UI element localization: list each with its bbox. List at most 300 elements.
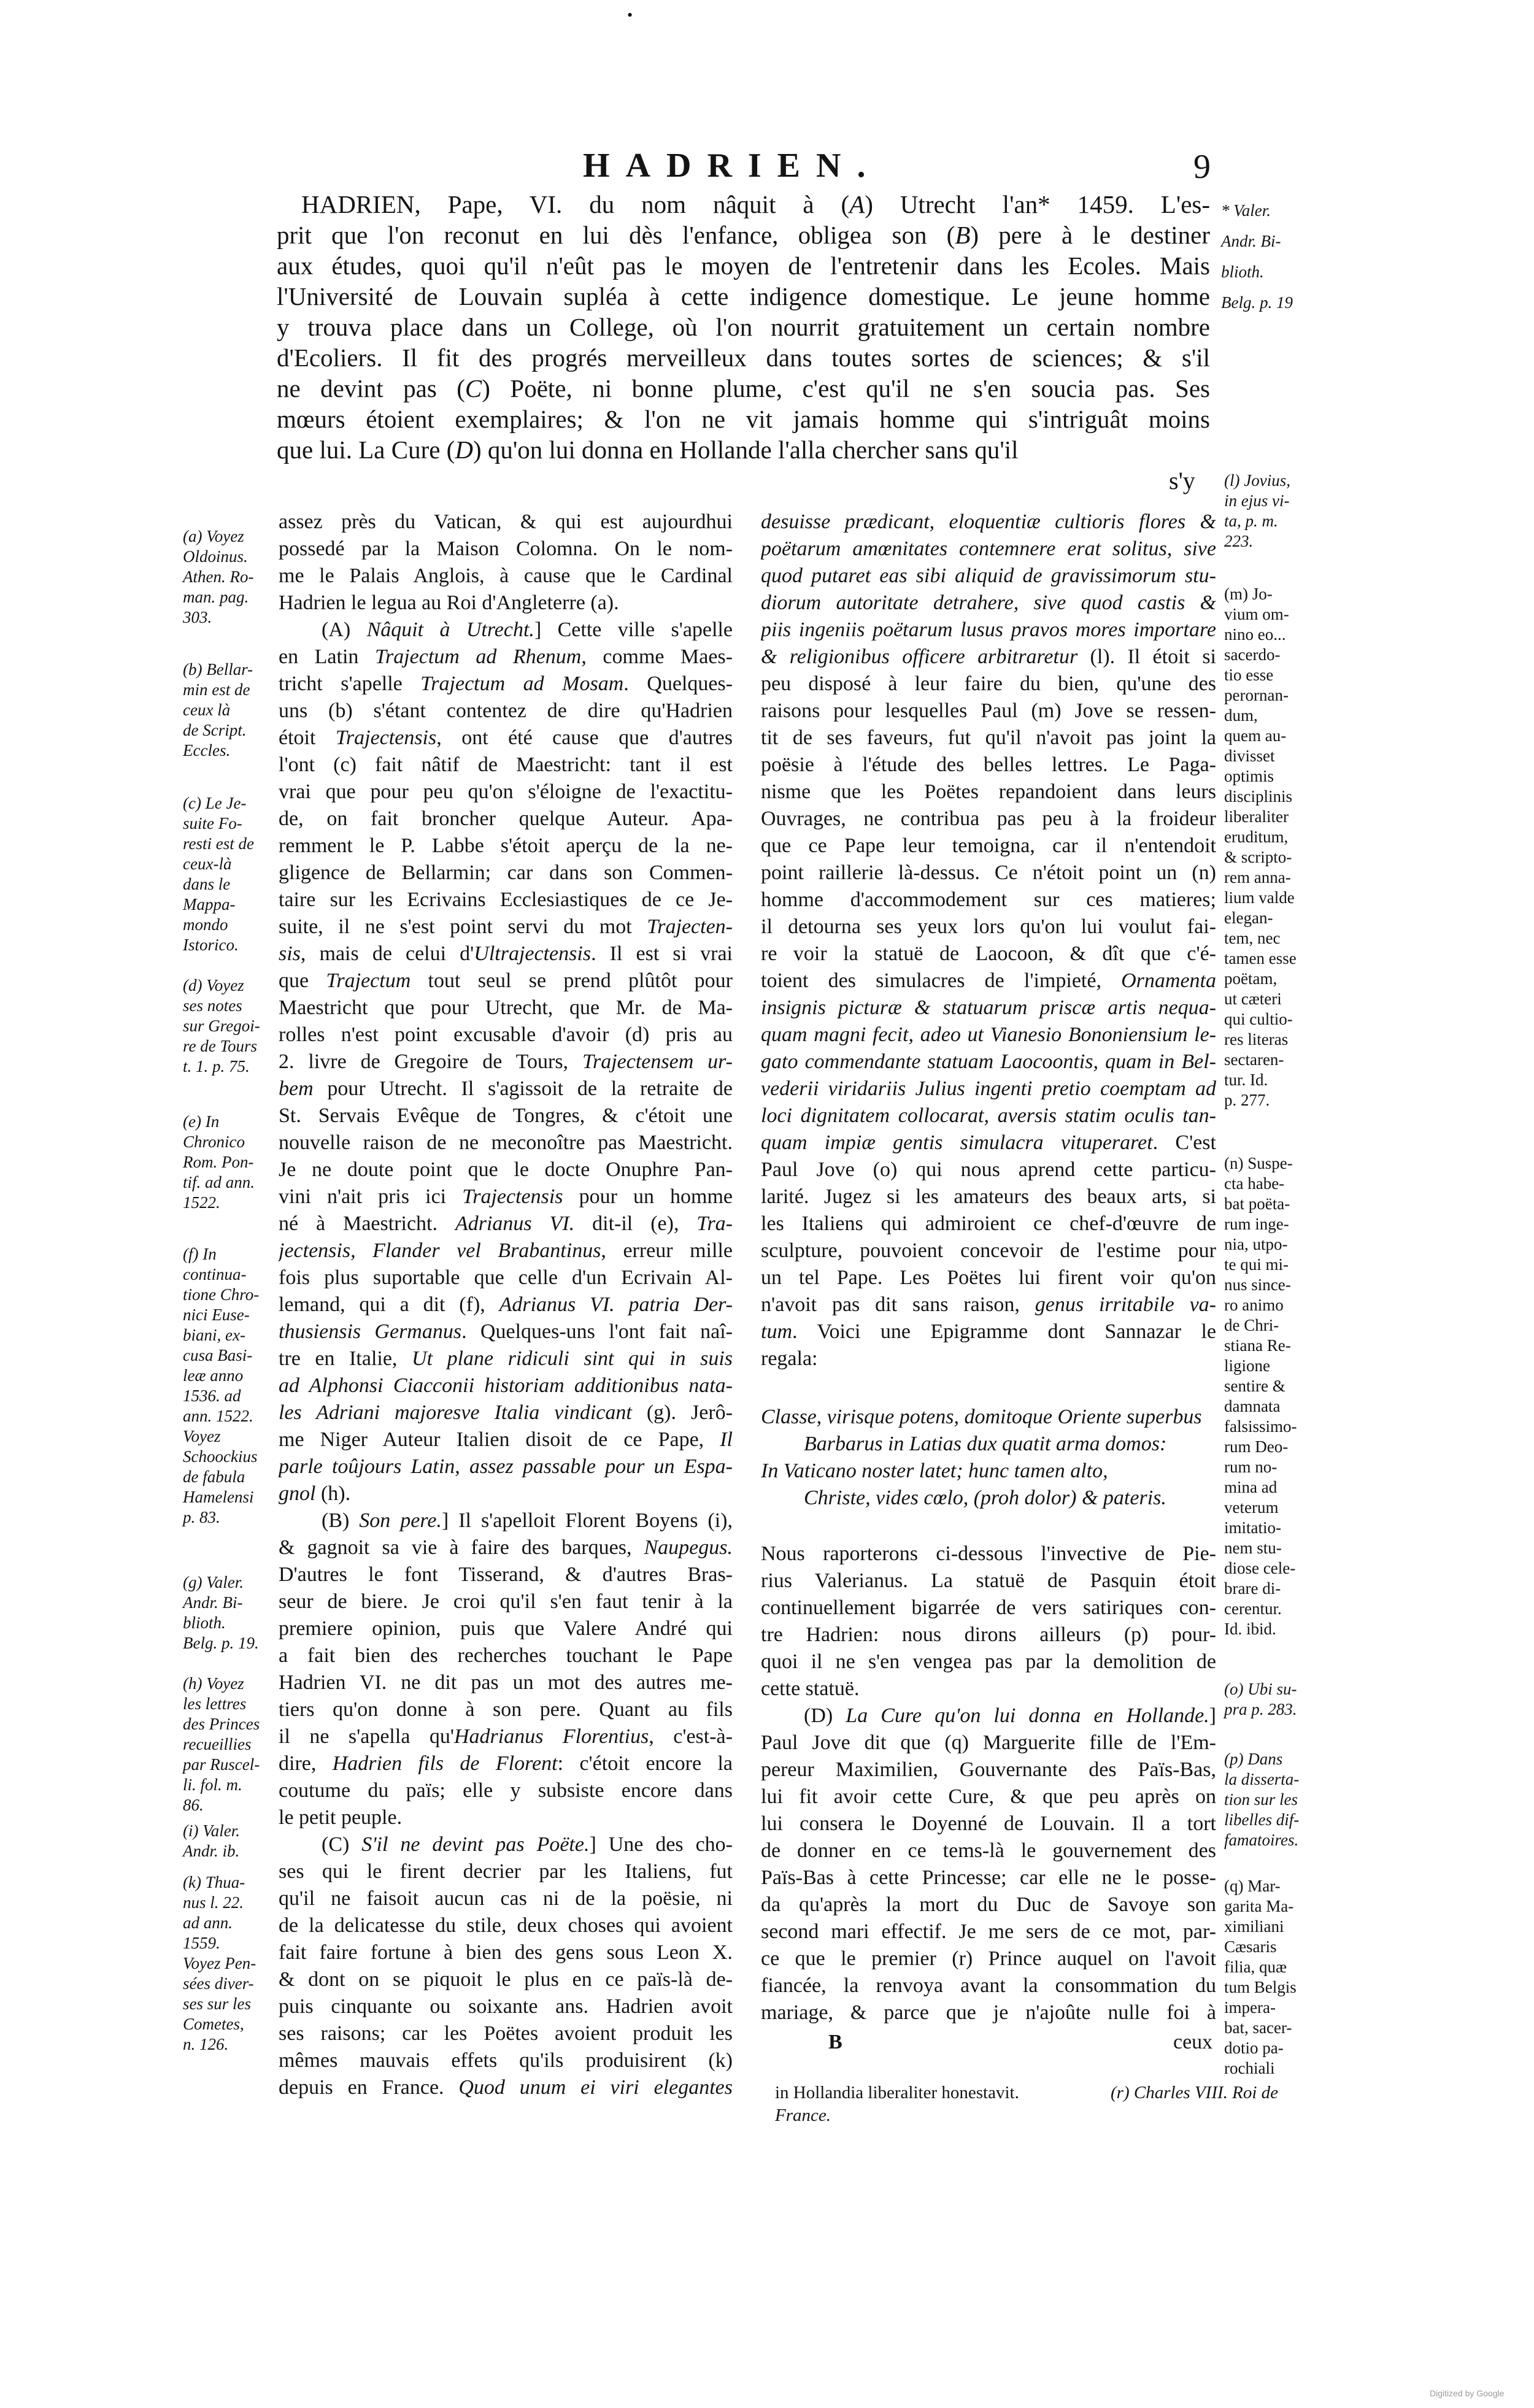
text-line — [279, 725, 733, 752]
margin-note-line: (i) Valer. — [183, 1821, 240, 1840]
margin-note-line: in ejus vi- — [1224, 491, 1290, 510]
margin-note-line: tif. ad ann. — [183, 1173, 255, 1191]
italic-text: poëtarum amœnitates contemnere erat solitus, sive — [761, 537, 1216, 560]
margin-note-line: disciplinis — [1224, 787, 1293, 806]
margin-note-line: perornan- — [1224, 686, 1289, 704]
text-line — [761, 1075, 1216, 1102]
text-line: nouvelle raison de ne meconoître pas Maestricht. — [279, 1131, 733, 1154]
margin-note-line: p. 277. — [1224, 1091, 1270, 1109]
margin-note-line: poëtam, — [1224, 969, 1278, 988]
margin-note-line: dotio pa- — [1224, 2039, 1284, 2057]
italic-text: Quod unum ei viri elegantes — [458, 2076, 733, 2099]
margin-note-line: garita Ma- — [1224, 1897, 1294, 1915]
roman-text: prit que l'on reconut en lui dès l'enfance, obligea son ( — [277, 221, 955, 249]
roman-text: . Il est si vrai — [591, 942, 733, 965]
roman-text: (g). Jerô- — [631, 1401, 733, 1424]
italic-text: diorum autoritate detrahere, sive quod castis & — [761, 591, 1216, 614]
catchword-bottom: ceux — [1173, 2031, 1213, 2053]
margin-note-line: ximiliani — [1224, 1917, 1284, 1936]
roman-text: lemand, qui a dit (f), — [279, 1293, 499, 1316]
text-line: ses raisons; car les Poëtes avoient produit les — [279, 2022, 733, 2045]
text-line: taire sur les Ecrivains Ecclesiastiques de ce Je- — [279, 888, 733, 911]
margin-note — [1224, 584, 1322, 1110]
margin-note — [1224, 471, 1322, 552]
roman-text: depuis en France. — [279, 2076, 459, 2099]
margin-note-line: Rom. Pon- — [183, 1153, 254, 1171]
margin-note-line: cerentur. — [1224, 1599, 1282, 1618]
margin-note-line: ut cæteri — [1224, 990, 1282, 1008]
margin-note-line: Belg. p. 19 — [1221, 293, 1293, 312]
text-line: Barbarus in Latias dux quatit arma domos: — [804, 1433, 1167, 1455]
margin-note-line: eruditum, — [1224, 828, 1289, 846]
text-line: sculpture, pouvoient concevoir de l'estime pour — [761, 1239, 1216, 1262]
margin-note-line: blioth. — [1221, 263, 1264, 281]
margin-note — [183, 526, 281, 628]
margin-note-line: cusa Basi- — [183, 1346, 253, 1364]
margin-note — [183, 1674, 281, 1815]
text-line — [277, 434, 1210, 465]
text-line: quoi il ne s'en vengea pas par la demolition de — [761, 1650, 1216, 1673]
margin-note-line: ses sur les — [183, 1994, 252, 2013]
text-line — [279, 1534, 733, 1561]
italic-text: Ultrajectensis — [474, 942, 592, 965]
roman-text: , comme Maes- — [581, 645, 733, 668]
catchword-top: s'y — [1169, 467, 1195, 494]
margin-note-line: les lettres — [183, 1694, 247, 1713]
text-line: larité. Jugez si les amateurs des beaux arts, si — [761, 1185, 1216, 1208]
roman-text: me Niger Auteur Italien disoit de ce Pape, — [279, 1428, 720, 1451]
text-line — [761, 1129, 1216, 1156]
margin-note-line: 223. — [1224, 532, 1254, 550]
roman-text: né à Maestricht. — [279, 1212, 455, 1235]
margin-note-line: (k) Thua- — [183, 1873, 245, 1891]
text-line: assez près du Vatican, & qui est aujourdhui — [279, 510, 733, 533]
text-line — [279, 1372, 733, 1399]
margin-note-line: tamen esse — [1224, 949, 1297, 967]
text-line — [279, 1426, 733, 1453]
text-line: de, on fait broncher quelque Auteur. Apa- — [279, 807, 733, 830]
margin-note-line: nia, utpo- — [1224, 1235, 1288, 1253]
margin-note-line: mina ad — [1224, 1478, 1278, 1496]
margin-note-line: tione Chro- — [183, 1285, 260, 1304]
text-line: premiere opinion, puis que Valere André qui — [279, 1617, 733, 1640]
margin-note-line: resti est de — [183, 834, 254, 853]
italic-text: thusiensis Germanus — [279, 1320, 462, 1343]
margin-note — [1224, 1153, 1322, 1639]
text-line — [279, 2074, 733, 2101]
text-line: Christe, vides cœlo, (proh dolor) & pateris. — [804, 1487, 1166, 1509]
margin-note-line: tion sur les — [1224, 1790, 1298, 1809]
text-line: il detourna ses yeux lors qu'on lui voulut fai- — [761, 915, 1216, 938]
roman-text: : c'étoit encore la — [557, 1752, 733, 1775]
roman-text: ) Utrecht l'an* 1459. L'es- — [865, 190, 1210, 218]
margin-note-line: Cometes, — [183, 2015, 244, 2033]
margin-note-line: sentire & — [1224, 1377, 1285, 1395]
margin-note-line: 303. — [183, 608, 212, 626]
margin-note-line: 1536. ad — [183, 1387, 241, 1405]
roman-text: pour Utrecht. Il s'agissoit de la retraite de — [313, 1077, 733, 1100]
margin-note-line: mondo — [183, 915, 228, 934]
margin-note-line: rochiali — [1224, 2059, 1275, 2077]
top-mark: • — [627, 6, 633, 24]
text-line: continuellement bigarrée de vers satiriques con- — [761, 1596, 1216, 1619]
italic-text: Adrianus VI. — [455, 1212, 575, 1235]
roman-text: , ont été cause que d'autres — [436, 726, 733, 749]
margin-note-line: ta, p. m. — [1224, 512, 1278, 530]
text-line: poësie à l'étude des belles lettres. Le Paga- — [761, 753, 1216, 776]
roman-text: . Quelques-uns l'ont fait naî- — [461, 1320, 733, 1343]
text-line — [761, 1021, 1216, 1048]
italic-text: piis ingeniis poëtarum lusus pravos mores importare — [761, 618, 1216, 641]
page-number: 9 — [1193, 148, 1211, 186]
margin-note-line: Id. ibid. — [1224, 1620, 1276, 1638]
text-line: pereur Maximilien, Gouvernante des Païs-Bas, — [761, 1758, 1216, 1781]
italic-text: Naupegus. — [644, 1536, 733, 1559]
digitized-watermark: Digitized by Google — [1430, 2388, 1505, 2398]
italic-text: ad Alphonsi Ciacconii historiam additionibus nata- — [279, 1374, 733, 1397]
margin-note-line: Voyez — [183, 1427, 221, 1445]
roman-text: tout seul se prend plûtôt pour — [410, 969, 733, 992]
paragraph — [761, 509, 1216, 1372]
italic-text: D — [455, 436, 473, 464]
italic-text: gnol — [279, 1482, 316, 1505]
margin-note-line: Schoockius — [183, 1447, 258, 1466]
paragraph — [761, 1702, 1216, 2026]
footnote-r: (r) Charles VIII. Roi de — [1111, 2083, 1279, 2102]
margin-note-line: Andr. Bi- — [183, 1593, 243, 1612]
text-line — [277, 189, 1210, 220]
right-column-remarks — [761, 509, 1216, 2026]
margin-note-line: ses notes — [183, 996, 242, 1015]
margin-note-line: Chronico — [183, 1133, 245, 1151]
text-line: peu disposé à leur faire du bien, qu'une des — [761, 672, 1216, 695]
italic-text: parle toûjours Latin, assez passable pour un Espa- — [279, 1455, 733, 1478]
text-line — [761, 1102, 1216, 1129]
italic-text: Trajectensis — [335, 726, 437, 749]
text-line: a fait bien des recherches touchant le Pape — [279, 1644, 733, 1667]
margin-note-line: (h) Voyez — [183, 1674, 244, 1693]
margin-note-line: (m) Jo- — [1224, 585, 1273, 603]
footnote-continuation: in Hollandia liberaliter honestavit. — [775, 2083, 1019, 2102]
roman-text: 2. livre de Gregoire de Tours, — [279, 1050, 582, 1073]
margin-note-line: divisset — [1224, 747, 1275, 765]
roman-text: dit-il (e), — [574, 1212, 697, 1235]
roman-text: il ne s'apella qu' — [279, 1725, 454, 1748]
text-line: tre Hadrien: nous dirons ailleurs (p) pour- — [761, 1623, 1216, 1646]
margin-note-line: ceux là — [183, 701, 231, 719]
margin-note-line: liberaliter — [1224, 807, 1289, 826]
roman-text: (B) — [322, 1509, 360, 1532]
text-line — [279, 1480, 733, 1507]
margin-note-line: Voyez Pen- — [183, 1954, 256, 1972]
margin-note-line: de Chri- — [1224, 1316, 1279, 1334]
text-line — [761, 509, 1216, 536]
text-line: tit de ses faveurs, fut qu'il n'avoit pas joint la — [761, 726, 1216, 749]
margin-note-line: de Script. — [183, 721, 247, 739]
margin-note-line: quem au- — [1224, 726, 1287, 745]
margin-note-line: ceux-là — [183, 855, 232, 873]
margin-note-line: ro animo — [1224, 1296, 1284, 1314]
margin-note — [1224, 1749, 1322, 1850]
italic-text: Trajectum — [326, 969, 411, 992]
epigram-verse — [761, 1404, 1216, 1512]
text-line: l'Université de Louvain supléa à cette indigence domestique. Le jeune homme — [277, 282, 1210, 310]
text-line: Nous raporterons ci-dessous l'invective de Pie- — [761, 1542, 1216, 1565]
text-line: un tel Pape. Les Poëtes lui firent voir qu'on — [761, 1266, 1216, 1289]
text-line — [279, 1453, 733, 1480]
margin-note-line: rum no- — [1224, 1458, 1278, 1476]
margin-note-line: (d) Voyez — [183, 976, 244, 994]
italic-text: La Cure qu'on lui donna en Hollande. — [846, 1704, 1209, 1727]
text-line: Classe, virisque potens, domitoque Oriente superbus — [761, 1406, 1202, 1428]
margin-note-line: Cæsaris — [1224, 1937, 1277, 1956]
text-line — [279, 1291, 733, 1318]
margin-note-line: (a) Voyez — [183, 527, 244, 545]
roman-text: (D) — [804, 1704, 846, 1727]
text-line: le petit peuple. — [279, 1806, 403, 1829]
margin-note-line: re de Tours — [183, 1037, 258, 1055]
text-line: ses qui le firent decrier par les Italiens, fut — [279, 1860, 733, 1883]
margin-note-line: Belg. p. 19. — [183, 1634, 259, 1652]
paragraph — [279, 617, 733, 1507]
margin-note-line: pra p. 283. — [1224, 1700, 1297, 1718]
text-line: remment le P. Labbe s'étoit aperçu de la ne- — [279, 834, 733, 857]
margin-note-line: (g) Valer. — [183, 1573, 244, 1591]
italic-text: genus irritabile va- — [1035, 1293, 1216, 1316]
italic-text: Son pere. — [359, 1509, 442, 1532]
margin-note-line: tum Belgis — [1224, 1978, 1297, 1996]
margin-note-line: bat poëta- — [1224, 1194, 1290, 1213]
text-line — [277, 373, 1210, 404]
margin-note-line: (f) In — [183, 1245, 217, 1263]
text-line: rius Valerianus. La statuë de Pasquin étoit — [761, 1569, 1216, 1592]
roman-text: ] Cette ville s'apelle — [534, 618, 733, 641]
margin-note-line: man. pag. — [183, 588, 249, 606]
text-line — [761, 590, 1216, 617]
italic-text: Trajectum ad Mosam — [420, 672, 624, 695]
margin-note-line: rum Deo- — [1224, 1437, 1289, 1456]
roman-text: dire, — [279, 1752, 333, 1775]
text-line — [279, 941, 733, 967]
text-line: & dont on se piquoit le plus en ce païs-là de- — [279, 1968, 733, 1991]
text-line — [279, 1750, 733, 1777]
margin-note-line: imitatio- — [1224, 1518, 1281, 1537]
margin-note-line: nus l. 22. — [183, 1893, 244, 1912]
italic-text: sis — [279, 942, 301, 965]
text-line — [279, 1318, 733, 1345]
italic-text: loci dignitatem collocarat, aversis statim oculis tan- — [761, 1104, 1216, 1127]
text-line: fois plus suportable que celle d'un Ecrivain Al- — [279, 1266, 733, 1289]
margin-note-line: sacerdo- — [1224, 645, 1281, 664]
margin-note-line: tio esse — [1224, 666, 1274, 684]
italic-text: C — [464, 374, 482, 402]
paragraph — [279, 1507, 733, 1831]
text-line — [761, 1291, 1216, 1318]
margin-note-line: nem stu- — [1224, 1539, 1282, 1557]
roman-text: étoit — [279, 726, 336, 749]
margin-note-line: la disserta- — [1224, 1770, 1300, 1788]
margin-note-line: dum, — [1224, 706, 1258, 725]
text-line: lui fit avoir cette Cure, & que peu après on — [761, 1785, 1216, 1808]
text-line: les Italiens qui admiroient ce chef-d'œuvre de — [761, 1212, 1216, 1235]
margin-note-line: Oldoinus. — [183, 547, 248, 566]
signature-mark: B — [828, 2031, 842, 2053]
italic-text: Hadrianus Florentius — [453, 1725, 649, 1748]
roman-text: (l). Il étoit si — [1077, 645, 1216, 668]
italic-text: Trajecten- — [647, 915, 733, 938]
text-line — [279, 1507, 733, 1534]
text-line: y trouva place dans un College, où l'on nourrit gratuitement un certain nombre — [277, 313, 1210, 341]
text-line: rolles n'est point excusable d'avoir (d) pris au — [279, 1023, 733, 1046]
paragraph — [279, 1831, 733, 2101]
roman-text: ] — [1209, 1704, 1216, 1727]
margin-note-line: filia, quæ — [1224, 1958, 1287, 1976]
margin-note-line: Eccles. — [183, 741, 231, 760]
text-line — [279, 1237, 733, 1264]
margin-note-line: (l) Jovius, — [1224, 471, 1290, 490]
margin-note-line: (c) Le Je- — [183, 794, 247, 812]
margin-note-line: te qui mi- — [1224, 1255, 1289, 1274]
margin-note-line: (o) Ubi su- — [1224, 1680, 1297, 1698]
margin-note — [1224, 1679, 1322, 1720]
margin-note-line: nino eo... — [1224, 625, 1286, 644]
italic-text: Ornamenta — [1121, 969, 1216, 992]
text-line — [761, 536, 1216, 563]
roman-text: pour un homme — [563, 1185, 733, 1208]
margin-note-line: continua- — [183, 1265, 247, 1283]
margin-note-line: blioth. — [183, 1614, 226, 1632]
roman-text: suite, il ne s'est point servi du mot — [279, 915, 647, 938]
roman-text: (A) — [322, 618, 367, 641]
margin-note-line: (n) Suspe- — [1224, 1154, 1293, 1172]
italic-text: les Adriani majoresve Italia vindicant — [279, 1401, 632, 1424]
margin-note-line: Andr. ib. — [183, 1842, 240, 1860]
roman-text: ) Poëte, ni bonne plume, c'est qu'il ne s'en soucia pas. Ses — [482, 374, 1210, 402]
margin-note-line: falsissimo- — [1224, 1417, 1297, 1436]
italic-text: S'il ne devint pas Poëte. — [361, 1833, 590, 1856]
text-line — [761, 1702, 1216, 1729]
roman-text: toient des simulacres de l'impieté, — [761, 969, 1122, 992]
roman-text: & gagnoit sa vie à faire des barques, — [279, 1536, 644, 1559]
text-line — [279, 1183, 733, 1210]
italic-text: Trajectensem ur- — [582, 1050, 733, 1073]
text-line — [279, 617, 733, 644]
text-line: Païs-Bas à cette Princesse; car elle ne le posse- — [761, 1866, 1216, 1889]
roman-text: ] Une des cho- — [589, 1833, 733, 1856]
margin-note-line: t. 1. p. 75. — [183, 1057, 250, 1075]
text-line — [279, 1831, 733, 1858]
italic-text: B — [955, 221, 971, 249]
roman-text: , erreur mille — [601, 1239, 733, 1262]
italic-text: Tra- — [696, 1212, 733, 1235]
margin-note-line: ann. 1522. — [183, 1407, 253, 1425]
roman-text: que — [279, 969, 326, 992]
margin-note-line: impera- — [1224, 1998, 1276, 2017]
italic-text: Hadrien fils de Florent — [332, 1752, 558, 1775]
text-line: lui consera le Doyenné de Louvain. Il a tort — [761, 1812, 1216, 1835]
margin-note-line: li. fol. m. — [183, 1775, 242, 1794]
margin-note — [183, 660, 281, 761]
roman-text: (h). — [315, 1482, 351, 1505]
margin-note-line: (q) Mar- — [1224, 1877, 1281, 1895]
text-line: vrai que pour peu qu'on s'éloigne de l'exactitu- — [279, 780, 733, 803]
margin-note-line: Mappa- — [183, 895, 236, 914]
italic-text: bem — [279, 1077, 314, 1100]
margin-note — [1224, 1876, 1322, 2079]
text-line — [761, 1048, 1216, 1075]
text-line: Hadrien VI. ne dit pas un mot des autres me- — [279, 1671, 733, 1694]
text-line — [761, 617, 1216, 644]
text-line — [277, 220, 1210, 250]
roman-text: ) pere à le destiner — [970, 221, 1210, 249]
margin-note-line: damnata — [1224, 1397, 1281, 1415]
text-line — [279, 671, 733, 698]
margin-note-line: bat, sacer- — [1224, 2018, 1292, 2037]
text-line — [279, 644, 733, 671]
roman-text: , c'est-à- — [649, 1725, 733, 1748]
text-line: seur de biere. Je croi qu'il s'en faut tenir à la — [279, 1590, 733, 1613]
margin-note-line: par Ruscel- — [183, 1755, 260, 1774]
text-line: mêmes mauvais effets qu'ils produisirent (k) — [279, 2049, 733, 2072]
roman-text: ] Il s'apelloit Florent Boyens (i), — [441, 1509, 733, 1532]
text-line: Paul Jove dit que (q) Marguerite fille de l'Em- — [761, 1731, 1216, 1754]
margin-note-line: famatoires. — [1224, 1831, 1299, 1849]
margin-note — [1221, 195, 1319, 318]
roman-text: que lui. La Cure ( — [277, 436, 455, 464]
margin-note-line: tem, nec — [1224, 929, 1281, 947]
text-line: Je ne doute point que le docte Onuphre Pan- — [279, 1158, 733, 1181]
margin-note-line: n. 126. — [183, 2035, 229, 2053]
text-line: nisme que les Poëtes repandoient dans leurs — [761, 780, 1216, 803]
roman-text: , mais de celui d' — [300, 942, 474, 965]
text-line: mœurs étoient exemplaires; & l'on ne vit jamais homme qui s'intriguât moins — [277, 405, 1210, 433]
text-line: raisons pour lesquelles Paul (m) Jove se ressen- — [761, 699, 1216, 722]
margin-note-line: Andr. Bi- — [1221, 232, 1281, 250]
margin-note-line: rem anna- — [1224, 868, 1291, 887]
text-line: tiers qu'on donne à son pere. Quant au fils — [279, 1698, 733, 1721]
text-line: puis cinquante ou soixante ans. Hadrien avoit — [279, 1995, 733, 2018]
text-line — [279, 1399, 733, 1426]
text-line: aux études, quoi qu'il n'eût pas le moyen de l'entretenir dans les Ecoles. Mais — [277, 252, 1210, 280]
margin-note — [183, 793, 281, 955]
text-line — [279, 967, 733, 994]
article-opening-paragraph — [277, 189, 1210, 465]
text-line — [761, 644, 1216, 671]
italic-text: jectensis, Flander vel Brabantinus — [279, 1239, 601, 1262]
footnote-r-continuation: France. — [775, 2106, 831, 2125]
italic-text: gato commendante statuam Laocoontis, quam in Bel- — [761, 1050, 1216, 1073]
margin-note-line: min est de — [183, 680, 250, 699]
margin-note-line: lium valde — [1224, 888, 1295, 907]
margin-note-line: dans le — [183, 875, 231, 893]
margin-note-line: qui cultio- — [1224, 1010, 1293, 1028]
text-line: uns (b) s'étant contentez de dire qu'Hadrien — [279, 699, 733, 722]
italic-text: A — [849, 190, 865, 218]
margin-note-line: * Valer. — [1221, 201, 1271, 220]
text-line: second mari effectif. Je me sers de ce mot, par- — [761, 1920, 1216, 1943]
margin-note — [183, 1244, 281, 1528]
text-line: re voir la statuë de Laocoon, & dît que c'é- — [761, 942, 1216, 965]
text-line: de donner en ce tems-là le gouvernement des — [761, 1839, 1216, 1862]
italic-text: Il — [720, 1428, 733, 1451]
text-line: regala: — [761, 1347, 818, 1370]
text-line — [761, 1318, 1216, 1345]
margin-note-line: Istorico. — [183, 936, 239, 954]
margin-note-line: 86. — [183, 1796, 204, 1814]
text-line: mariage, & parce que je n'ajoûte nulle foi à — [761, 2001, 1216, 2024]
text-line: da qu'après la mort du Duc de Savoye son — [761, 1893, 1216, 1916]
margin-note — [183, 1872, 281, 2055]
